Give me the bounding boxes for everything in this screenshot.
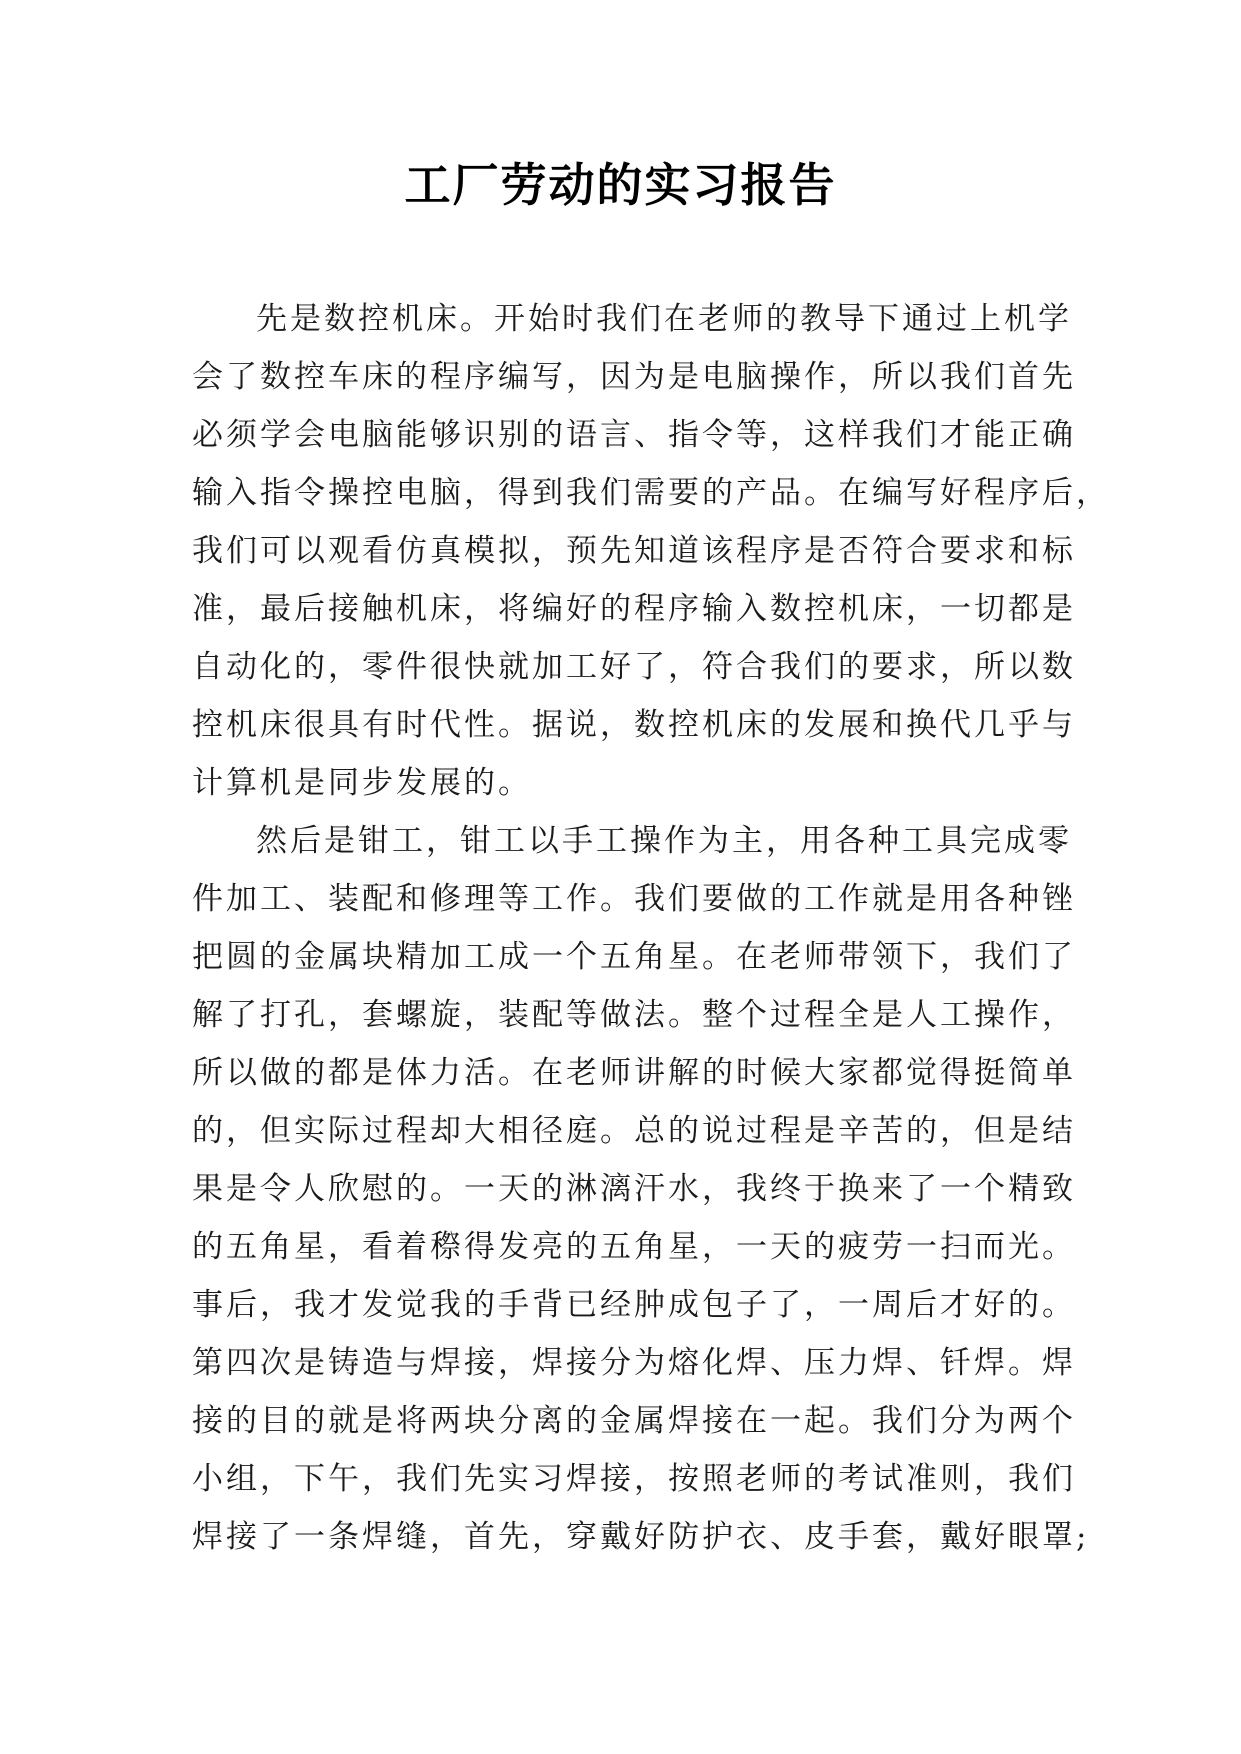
body-line: 解了打孔，套螺旋，装配等做法。整个过程全是人工操作，	[192, 997, 1076, 1033]
body-line: 必须学会电脑能够识别的语言、指令等，这样我们才能正确	[192, 417, 1076, 453]
body-line: 准，最后接触机床，将编好的程序输入数控机床，一切都是	[192, 591, 1076, 627]
body-line: 输入指令操控电脑，得到我们需要的产品。在编写好程序后，	[192, 475, 1110, 511]
body-line: 控机床很具有时代性。据说，数控机床的发展和换代几乎与	[192, 707, 1076, 743]
body-line: 我们可以观看仿真模拟，预先知道该程序是否符合要求和标	[192, 533, 1076, 569]
body-line: 自动化的，零件很快就加工好了，符合我们的要求，所以数	[192, 649, 1076, 685]
document-body	[192, 290, 1110, 1566]
body-line: 先是数控机床。开始时我们在老师的教导下通过上机学	[256, 301, 1072, 337]
body-line: 小组，下午，我们先实习焊接，按照老师的考试准则，我们	[192, 1461, 1076, 1497]
body-line: 事后，我才发觉我的手背已经肿成包子了，一周后才好的。	[192, 1287, 1076, 1323]
body-line: 果是令人欣慰的。一天的淋漓汗水，我终于换来了一个精致	[192, 1171, 1076, 1207]
document-title: 工厂劳动的实习报告	[404, 158, 837, 212]
body-line: 计算机是同步发展的。	[192, 765, 532, 801]
body-line: 接的目的就是将两块分离的金属焊接在一起。我们分为两个	[192, 1403, 1076, 1439]
body-line: 所以做的都是体力活。在老师讲解的时候大家都觉得挺简单	[192, 1055, 1076, 1091]
body-line: 把圆的金属块精加工成一个五角星。在老师带领下，我们了	[192, 939, 1076, 975]
body-line: 焊接了一条焊缝，首先，穿戴好防护衣、皮手套，戴好眼罩;	[192, 1519, 1090, 1555]
body-line: 会了数控车床的程序编写，因为是电脑操作，所以我们首先	[192, 359, 1076, 395]
body-line: 的，但实际过程却大相径庭。总的说过程是辛苦的，但是结	[192, 1113, 1076, 1149]
body-line: 的五角星，看着穄得发亮的五角星，一天的疲劳一扫而光。	[192, 1229, 1076, 1265]
body-line: 然后是钳工，钳工以手工操作为主，用各种工具完成零	[256, 823, 1072, 859]
body-line: 第四次是铸造与焊接，焊接分为熔化焊、压力焊、钎焊。焊	[192, 1345, 1076, 1381]
body-line: 件加工、装配和修理等工作。我们要做的工作就是用各种锉	[192, 881, 1076, 917]
